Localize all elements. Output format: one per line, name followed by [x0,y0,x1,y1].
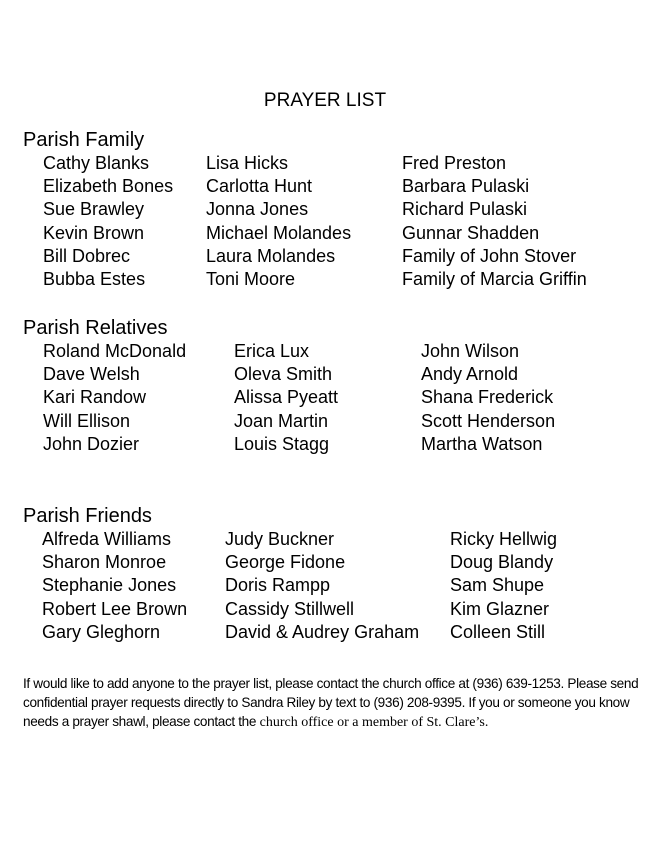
list-item: Will Ellison [43,410,131,431]
footer-text-serif: church office or a member of St. Clare’s. [256,715,489,730]
list-item: Louis Stagg [234,433,330,454]
list-item: Ricky Hellwig [450,529,558,549]
name-column [225,528,419,644]
list-item: Barbara Pulaski [402,176,530,197]
list-item: Family of Marcia Griffin [402,269,587,290]
section-heading: Parish Relatives [23,317,168,339]
list-item: Alfreda Williams [42,529,172,549]
list-item: Michael Molandes [206,222,352,243]
list-item: Roland McDonald [43,341,187,361]
name-column [450,528,557,644]
list-item: Joan Martin [234,410,329,431]
list-item: Cassidy Stillwell [225,598,355,619]
list-item: Alissa Pyeatt [234,387,339,408]
list-item: Elizabeth Bones [43,176,174,197]
list-item: Oleva Smith [234,364,333,385]
name-column [234,340,338,456]
list-item: Dave Welsh [43,364,140,385]
list-item: Lisa Hicks [206,153,289,173]
list-item: John Wilson [421,341,520,361]
name-column [43,152,173,291]
list-item: Colleen Still [450,621,546,642]
name-column [402,152,587,291]
name-column [206,152,351,291]
section-parish-family [23,128,587,292]
list-item: Carlotta Hunt [206,176,313,197]
list-item: Andy Arnold [421,364,519,385]
section-parish-relatives [23,316,556,480]
list-item: Robert Lee Brown [42,598,188,619]
footer-text: If would like to add anyone to the prayer list, please contact the church office at (936) 639-1253. Please send confidential prayer requests directly to Sandra Riley by text to (936) 208-9395. If you or someone you know needs a prayer shawl, please contact the [23,676,639,729]
list-item: Sharon Monroe [42,552,167,573]
list-item: Sam Shupe [450,575,545,596]
name-column [421,340,555,456]
page-title: PRAYER LIST [263,90,387,111]
list-item: Fred Preston [402,153,507,173]
section-heading: Parish Friends [23,505,152,527]
section-heading: Parish Family [23,129,145,151]
list-item: Laura Molandes [206,245,336,266]
list-item: Judy Buckner [225,529,335,549]
list-item: Bill Dobrec [43,245,131,266]
list-item: Richard Pulaski [402,199,528,220]
list-item: Martha Watson [421,433,543,454]
list-item: Doris Rampp [225,575,331,596]
footer-note [23,674,643,732]
list-item: Bubba Estes [43,269,146,290]
list-item: Toni Moore [206,269,296,290]
list-item: Family of John Stover [402,245,577,266]
list-item: Cathy Blanks [43,153,150,173]
list-item: Doug Blandy [450,552,554,573]
name-column [42,528,187,644]
list-item: Jonna Jones [206,199,309,220]
list-item: Kim Glazner [450,598,550,619]
list-item: Stephanie Jones [42,575,177,596]
list-item: Gunnar Shadden [402,222,540,243]
section-parish-friends [23,504,558,668]
list-item: George Fidone [225,552,346,573]
list-item: David & Audrey Graham [225,621,420,642]
list-item: Gary Gleghorn [42,621,161,642]
name-column [43,340,186,456]
list-item: Erica Lux [234,341,310,361]
list-item: Kari Randow [43,387,147,408]
list-item: Scott Henderson [421,410,556,431]
list-item: Sue Brawley [43,199,145,220]
list-item: John Dozier [43,433,140,454]
list-item: Shana Frederick [421,387,554,408]
list-item: Kevin Brown [43,222,145,243]
